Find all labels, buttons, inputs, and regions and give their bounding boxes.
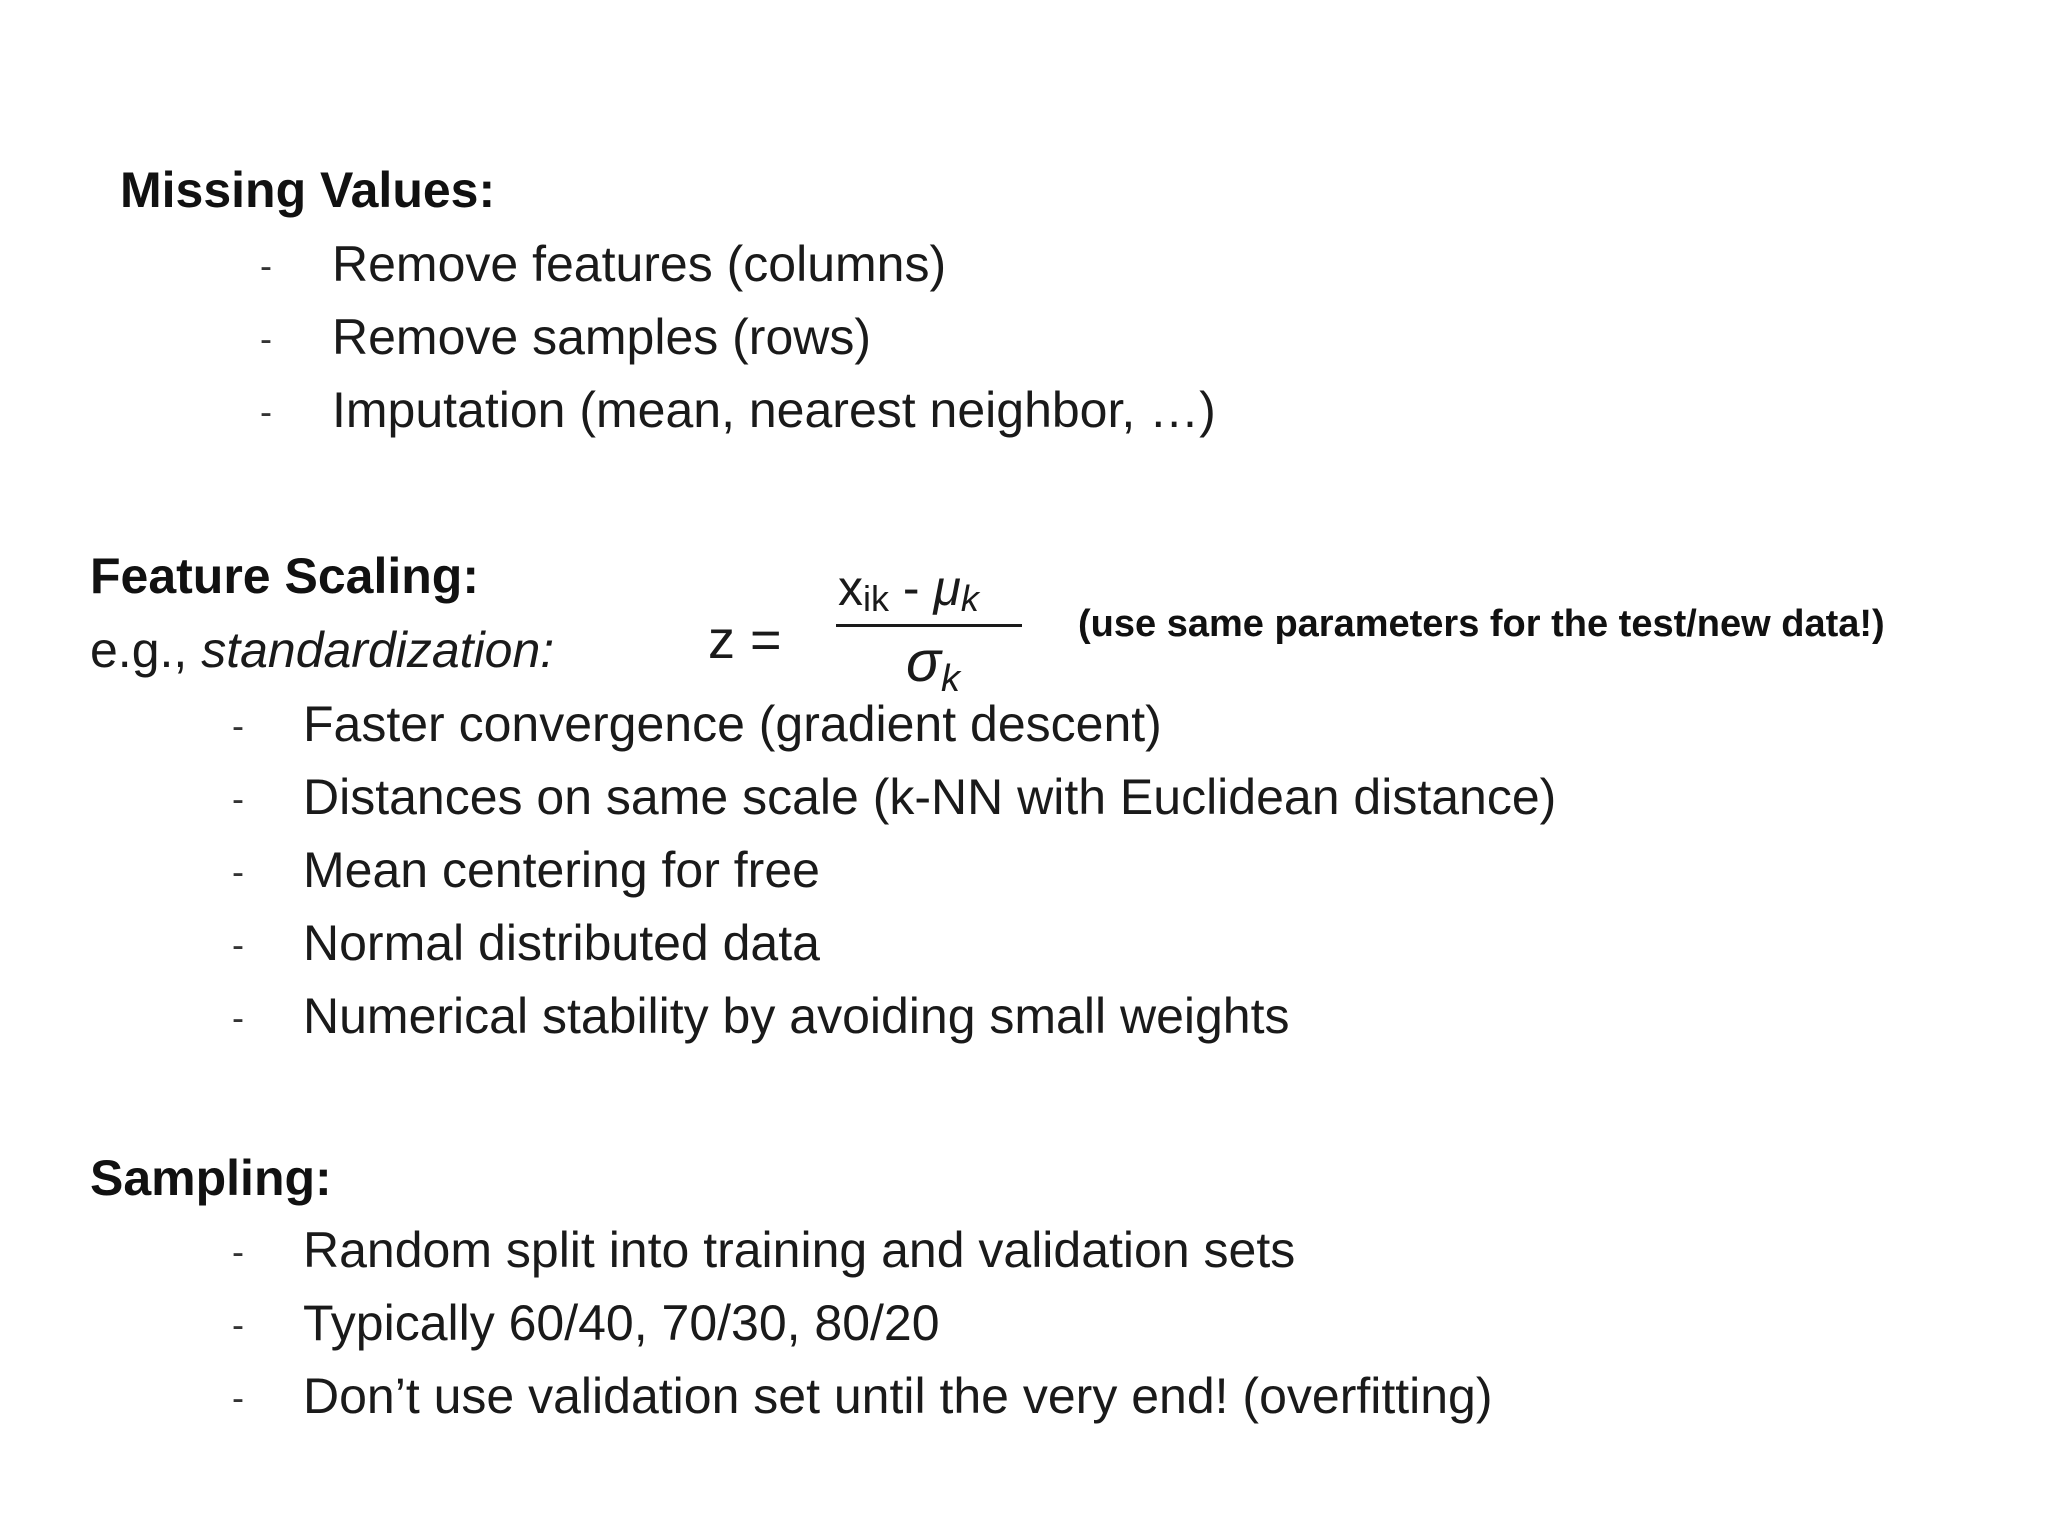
- sampling-item-random-split: Random split into training and validation sets: [303, 1222, 1296, 1278]
- formula-sigma-sub: k: [940, 658, 960, 700]
- feature-scaling-item-mean-centering: Mean centering for free: [303, 842, 820, 898]
- formula-mu: μ: [933, 560, 961, 616]
- bullet-dash: -: [260, 245, 272, 286]
- sampling-item-typical-ratios: Typically 60/40, 70/30, 80/20: [303, 1295, 940, 1351]
- eg-prefix: e.g.,: [90, 622, 202, 678]
- formula-fraction-bar: [836, 624, 1022, 627]
- bullet-dash: -: [260, 318, 272, 359]
- sampling-item-validation-warning: Don’t use validation set until the very end! (overfitting): [303, 1368, 1493, 1424]
- test-data-note: (use same parameters for the test/new data!): [1078, 603, 1885, 645]
- formula-numerator: [838, 558, 979, 629]
- missing-values-item-imputation: Imputation (mean, nearest neighbor, …): [332, 382, 1216, 438]
- feature-scaling-item-normal-distributed: Normal distributed data: [303, 915, 820, 971]
- missing-values-item-remove-samples: Remove samples (rows): [332, 309, 872, 365]
- feature-scaling-item-distances: Distances on same scale (k-NN with Euclidean distance): [303, 769, 1557, 825]
- standardization-formula: [708, 558, 1028, 698]
- formula-minus: -: [889, 560, 934, 616]
- bullet-dash: -: [232, 851, 244, 892]
- bullet-dash: -: [260, 391, 272, 432]
- missing-values-item-remove-features: Remove features (columns): [332, 236, 947, 292]
- standardization-label: [90, 620, 554, 680]
- bullet-dash: -: [232, 778, 244, 819]
- bullet-dash: -: [232, 705, 244, 746]
- eg-term: standardization:: [201, 622, 555, 678]
- bullet-dash: -: [232, 924, 244, 965]
- feature-scaling-item-numerical-stability: Numerical stability by avoiding small weights: [303, 988, 1290, 1044]
- bullet-dash: -: [232, 1231, 244, 1272]
- formula-sigma: σ: [906, 629, 941, 694]
- formula-mu-sub: k: [960, 578, 979, 619]
- missing-values-heading: Missing Values:: [120, 162, 496, 218]
- bullet-dash: -: [232, 1304, 244, 1345]
- sampling-heading: Sampling:: [90, 1150, 332, 1206]
- formula-x-sub: ik: [863, 578, 889, 619]
- bullet-dash: -: [232, 997, 244, 1038]
- bullet-dash: -: [232, 1377, 244, 1418]
- feature-scaling-item-convergence: Faster convergence (gradient descent): [303, 696, 1162, 752]
- formula-x: x: [838, 560, 863, 616]
- formula-lhs: z =: [708, 610, 782, 670]
- feature-scaling-heading: Feature Scaling:: [90, 548, 479, 604]
